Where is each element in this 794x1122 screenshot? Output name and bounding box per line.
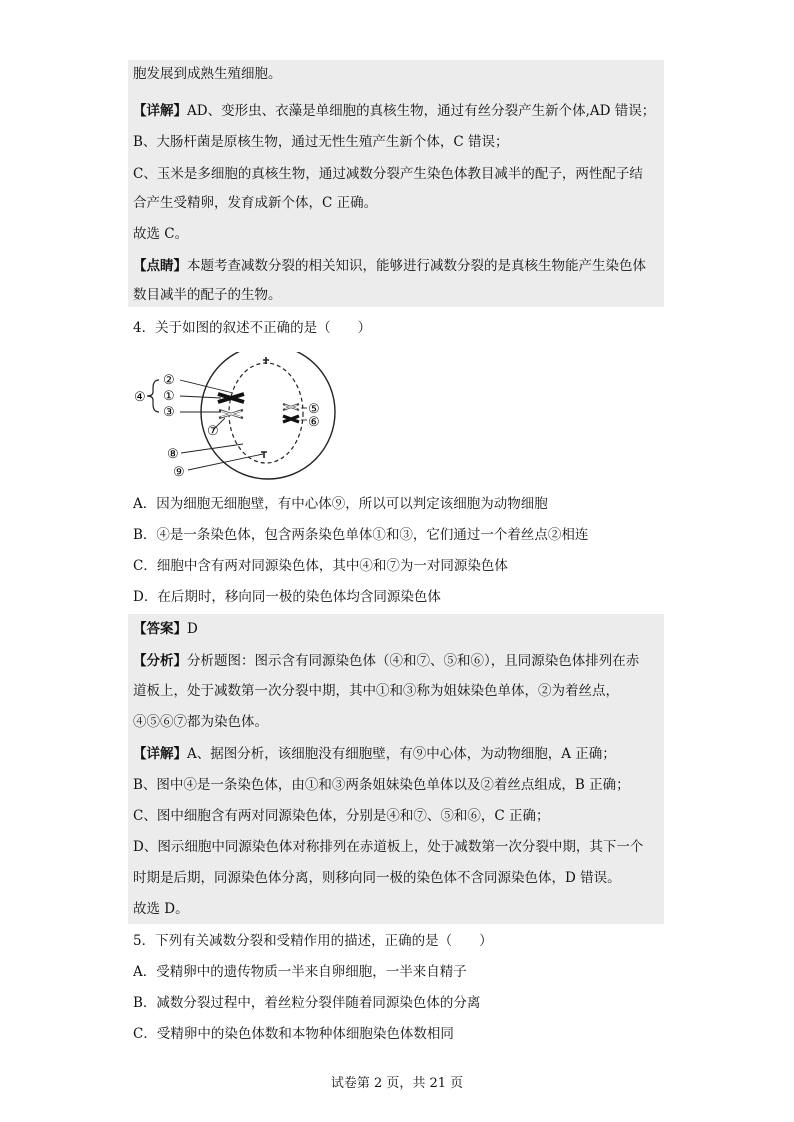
answer-tag: 【答案】	[133, 621, 187, 637]
point-tag: 【点睛】	[133, 258, 187, 274]
detail-line: B、图中④是一条染色体，由①和③两条姐妹染色单体以及②着丝点组成，B 正确；	[133, 777, 630, 793]
detail-tag: 【详解】	[133, 103, 187, 119]
option-c: C．受精卵中的染色体数和本物种体细胞染色体数相同	[133, 1026, 454, 1042]
label-8: ⑧	[167, 447, 179, 462]
choice-line: 故选 C。	[133, 226, 189, 242]
label-2: ②	[163, 373, 175, 388]
detail-line: 【详解】AD、变形虫、衣藻是单细胞的真核生物，通过有丝分裂产生新个体,AD 错误；	[133, 103, 656, 119]
detail-line: C、玉米是多细胞的真核生物，通过减数分裂产生染色体教目减半的配子，两性配子结	[133, 166, 643, 182]
chromosome-light-right	[283, 404, 299, 410]
label-1: ①	[163, 389, 175, 404]
option-a: A．受精卵中的遗传物质一半来自卵细胞，一半来自精子	[133, 964, 467, 980]
chromosome-light-left	[219, 410, 243, 418]
choice-line: 故选 D。	[133, 901, 189, 917]
label-5: ⑤	[308, 402, 320, 417]
option-a: A．因为细胞无细胞壁，有中心体⑨，所以可以判定该细胞为动物细胞	[133, 496, 548, 512]
label-6: ⑥	[308, 415, 320, 430]
detail-tag: 【详解】	[133, 746, 187, 762]
option-c: C．细胞中含有两对同源染色体，其中④和⑦为一对同源染色体	[133, 558, 508, 574]
label-7: ⑦	[207, 424, 219, 439]
detail-line: B、大肠杆菌是原核生物，通过无性生殖产生新个体，C 错误；	[133, 134, 509, 150]
answer-value: D	[187, 621, 198, 637]
question-4-stem: 4．关于如图的叙述不正确的是（ ）	[133, 320, 372, 336]
label-4: ④	[134, 390, 146, 405]
analysis-line: 道板上，处于减数第一次分裂中期，其中①和③称为姐妹染色单体，②为着丝点，	[133, 683, 619, 699]
detail-line: 时期是后期，同源染色体分离，则移向同一极的染色体不含同源染色体，D 错误。	[133, 870, 621, 886]
detail-line: D、图示细胞中同源染色体对称排列在赤道板上，处于减数第一次分裂中期，其下一个	[133, 839, 644, 855]
label-3: ③	[163, 405, 175, 420]
label-9: ⑨	[173, 465, 185, 480]
analysis-line: 【分析】分析题图：图示含有同源染色体（④和⑦、⑤和⑥），且同源染色体排列在赤	[133, 653, 640, 669]
cell-diagram-svg	[133, 352, 363, 487]
option-d: D．在后期时，移向同一极的染色体均含同源染色体	[133, 589, 441, 605]
option-b: B．④是一条染色体，包含两条染色单体①和③，它们通过一个着丝点②相连	[133, 527, 589, 543]
chromosome-dark-right	[283, 416, 299, 422]
analysis-tag: 【分析】	[133, 653, 187, 669]
detail-line: C、图中细胞含有两对同源染色体，分别是④和⑦、⑤和⑥，C 正确；	[133, 808, 550, 824]
detail-line: 合产生受精卵，发育成新个体，C 正确。	[133, 195, 378, 211]
question-5-stem: 5．下列有关减数分裂和受精作用的描述，正确的是（ ）	[133, 933, 493, 949]
cell-diagram	[133, 352, 363, 491]
point-line: 【点睛】本题考查减数分裂的相关知识，能够进行减数分裂的是真核生物能产生染色体	[133, 258, 646, 274]
page-footer: 试卷第 2 页，共 21 页	[330, 1076, 464, 1091]
analysis-line: ④⑤⑥⑦都为染色体。	[133, 714, 268, 730]
detail-line: 【详解】A、据图分析，该细胞没有细胞壁，有⑨中心体，为动物细胞，A 正确；	[133, 746, 616, 762]
answer-line	[133, 619, 663, 639]
point-line: 数目减半的配子的生物。	[133, 287, 282, 303]
option-b: B．减数分裂过程中，着丝粒分裂伴随着同源染色体的分离	[133, 995, 481, 1011]
text-line: 胞发展到成熟生殖细胞。	[133, 66, 282, 82]
